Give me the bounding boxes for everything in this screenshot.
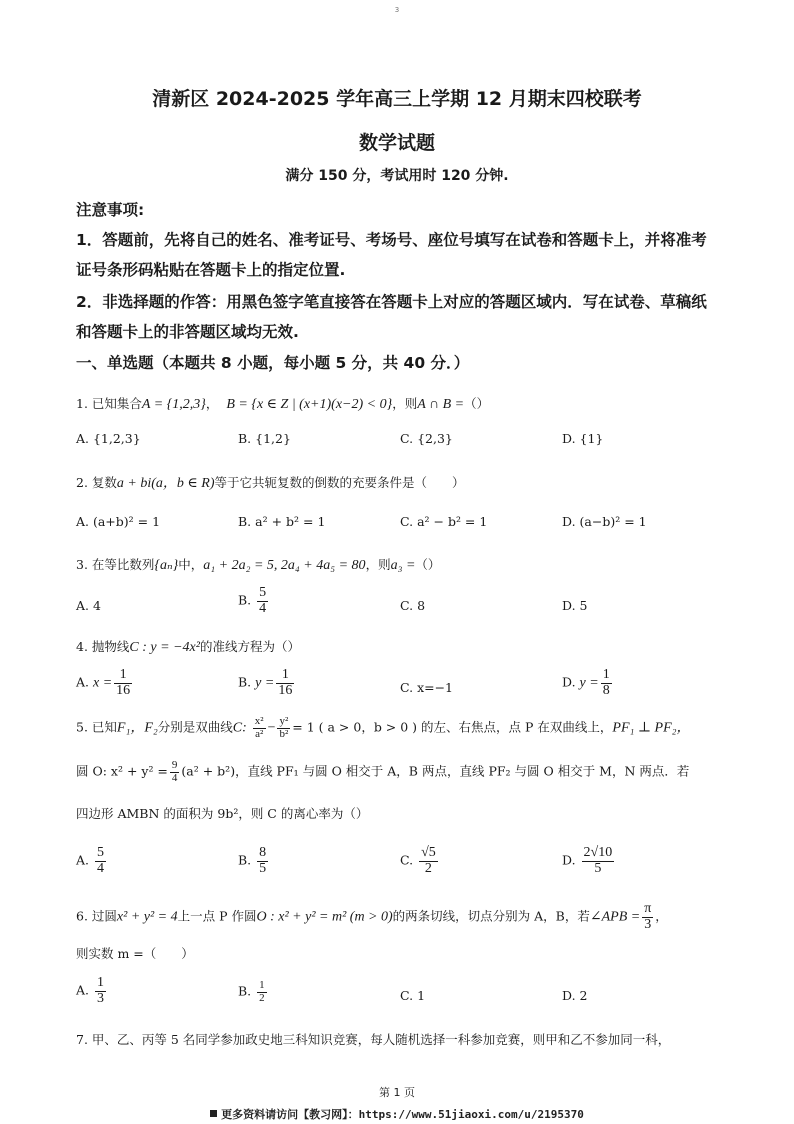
q3-option-d: D. 5: [562, 598, 588, 613]
question-6-line-1: 6. 过圆x² + y² = 4上一点 P 作圆O : x² + y² = m² (m > 0)的两条切线，切点分别为 A，B，若∠APB = $\frac{\pi}{3}$ ，: [76, 901, 668, 932]
q3-option-b: B. $\frac{5}{4}$: [238, 585, 267, 616]
question-7-line-1: 7. 甲、乙、丙等 5 名同学参加政史地三科知识竞赛，每人随机选择一科参加竞赛，则甲和乙不参加同一科，: [76, 1032, 671, 1047]
note-2-line-1: 2．非选择题的作答：用黑色签字笔直接答在答题卡上对应的答题区域内．写在试卷、草稿纸: [76, 293, 707, 311]
q2-option-d: D. (a−b)² = 1: [562, 514, 647, 529]
question-5-line-2: 圆 O: x² + y² = $\frac{9}{4}$ (a² + b²)，直线 PF₁ 与圆 O 相交于 A，B 两点，直线 PF₂ 与圆 O 相交于 M，N 两点．若: [76, 759, 690, 784]
notes-heading: 注意事项:: [76, 201, 145, 219]
q5-option-a: A. $\frac{5}{4}$: [76, 845, 104, 876]
q6-option-c: C. 1: [400, 988, 426, 1003]
section-1-heading: 一、单选题（本题共 8 小题，每小题 5 分，共 40 分．）: [76, 354, 470, 372]
question-1: 1. 已知集合A = {1,2,3}， B = {x ∈ Z | (x+1)(x−2) < 0}，则A ∩ B =（）: [76, 396, 490, 412]
q2-option-c: C. a² − b² = 1: [400, 514, 488, 529]
page-number: 第 1 页: [379, 1086, 415, 1099]
q5-option-c: C. $\frac{√5}{2}$: [400, 845, 436, 876]
exam-title: 清新区 2024-2025 学年高三上学期 12 月期末四校联考: [152, 88, 642, 110]
note-2-line-2: 和答题卡上的非答题区域均无效.: [76, 323, 299, 341]
q3-option-c: C. 8: [400, 598, 426, 613]
q4-option-d: D. y = $\frac{1}{8}$: [562, 667, 610, 698]
note-1-line-1: 1．答题前，先将自己的姓名、准考证号、考场号、座位号填写在试卷和答题卡上，并将准考: [76, 231, 707, 249]
q4-option-c: C. x=−1: [400, 680, 454, 695]
q4-option-b: B. y = $\frac{1}{16}$: [238, 667, 293, 698]
question-2: 2. 复数a + bi(a，b ∈ R)等于它共轭复数的倒数的充要条件是（ ）: [76, 475, 465, 491]
q6-option-b: B. $\frac{1}{2}$: [238, 979, 265, 1004]
score-info: 满分 150 分，考试用时 120 分钟.: [285, 168, 509, 184]
question-5-line-1: 5. 已知F₁，F₂分别是双曲线C: $\frac{\text{x²}}{\text{a²}}$ − $\frac{\text{y²}}{\text{b²}}$ = 1 ( a > 0，b > 0 ) 的左、右焦点，点 P 在双曲线上，PF₁ ⊥ PF₂，: [76, 715, 691, 740]
q1-option-d: D. {1}: [562, 431, 604, 446]
q1-option-b: B. {1,2}: [238, 431, 291, 446]
q6-option-a: A. $\frac{1}{3}$: [76, 975, 104, 1006]
q4-option-a: A. x = $\frac{1}{16}$: [76, 667, 131, 698]
top-mark: 3: [394, 6, 400, 14]
note-1-line-2: 证号条形码粘贴在答题卡上的指定位置.: [76, 261, 346, 279]
q1-option-c: C. {2,3}: [400, 431, 453, 446]
flag-icon: [210, 1110, 217, 1117]
question-6-line-2: 则实数 m =（ ）: [76, 946, 194, 961]
footer-link-text: 更多资料请访问【教习网】：https://www.51jiaoxi.com/u/2195370: [221, 1108, 584, 1121]
footer-link[interactable]: [0, 1106, 794, 1122]
q5-option-b: B. $\frac{8}{5}$: [238, 845, 267, 876]
question-4: 4. 抛物线C : y = −4x²的准线方程为（）: [76, 639, 300, 655]
q6-option-d: D. 2: [562, 988, 588, 1003]
q1-option-a: A. {1,2,3}: [76, 431, 141, 446]
exam-subject: 数学试题: [358, 132, 435, 154]
q2-option-a: A. (a+b)² = 1: [76, 514, 161, 529]
q2-option-b: B. a² + b² = 1: [238, 514, 326, 529]
question-3: 3. 在等比数列{aₙ}中，a₁ + 2a₂ = 5, 2a₄ + 4a₅ = 80，则a₃ =（）: [76, 557, 441, 573]
q5-option-d: D. $\frac{2√10}{5}$: [562, 845, 613, 876]
q3-option-a: A. 4: [76, 598, 101, 613]
question-5-line-3: 四边形 AMBN 的面积为 9b²，则 C 的离心率为（）: [76, 806, 369, 821]
